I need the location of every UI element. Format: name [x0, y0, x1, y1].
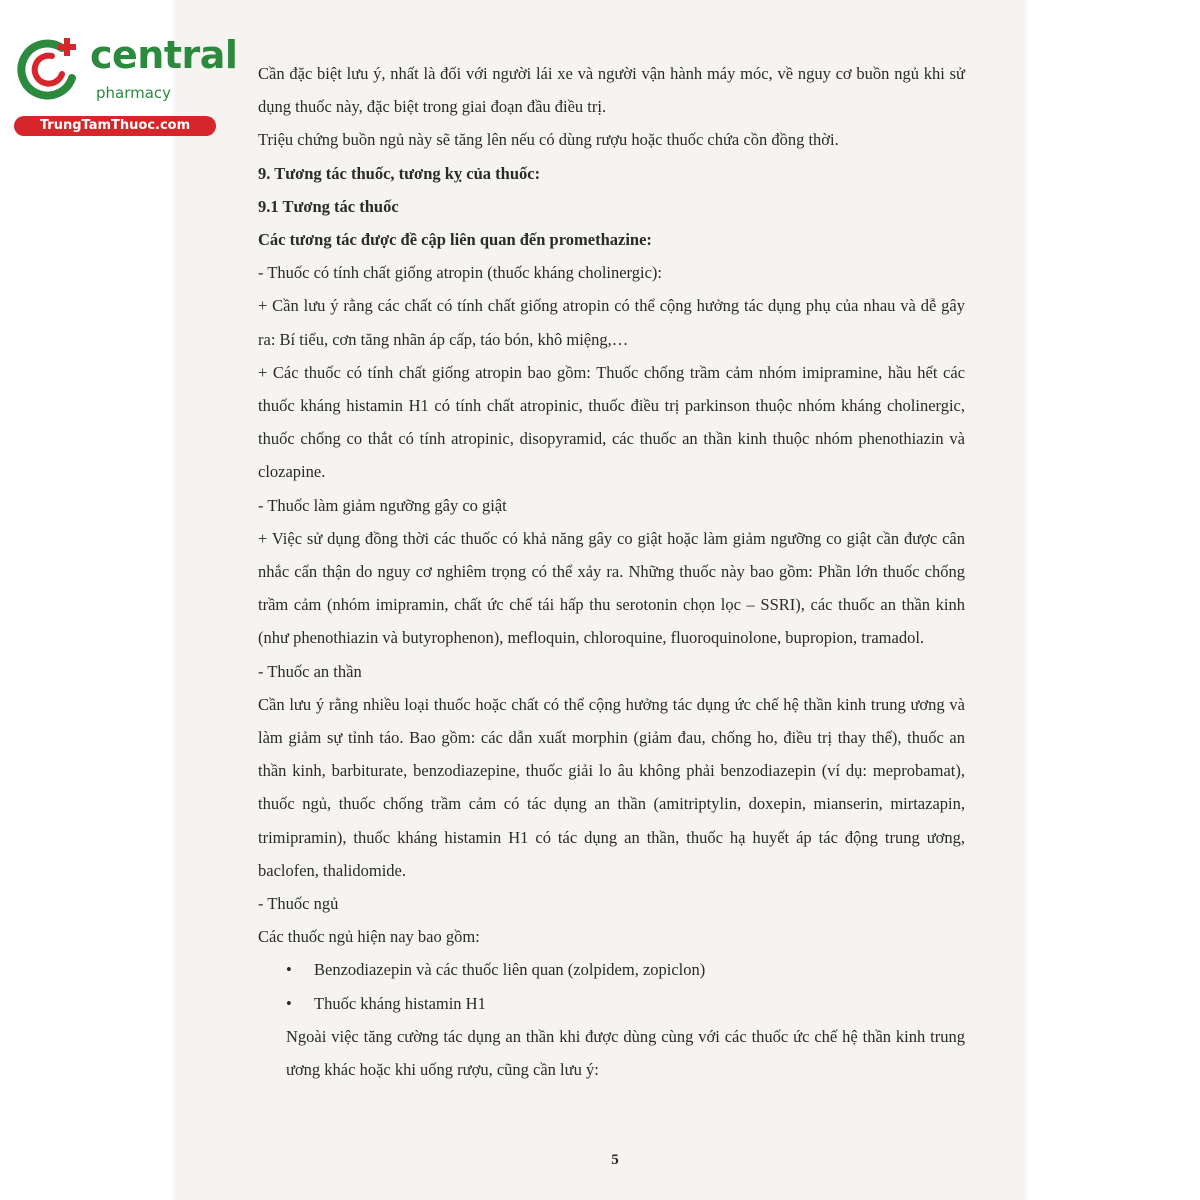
- brand-logo[interactable]: [8, 33, 238, 136]
- page-number: 5: [611, 1152, 619, 1168]
- item-hypnotics: - Thuốc ngủ: [258, 894, 339, 914]
- list-item: [286, 953, 965, 986]
- list-item-text: Thuốc kháng histamin H1: [314, 993, 486, 1013]
- paragraph-atropine-effects: + Cần lưu ý rằng các chất có tính chất giống atropin có thể cộng hưởng tác dụng phụ của nhau và dễ gây ra: Bí tiểu, cơn tăng nhãn áp cấp, táo bón, khô miệng,…: [258, 296, 965, 349]
- item-seizure-threshold: - Thuốc làm giảm ngưỡng gây co giật: [258, 495, 507, 515]
- item-sedatives: - Thuốc an thần: [258, 661, 362, 681]
- bullet-icon: •: [286, 960, 292, 980]
- paragraph-additional-note: Ngoài việc tăng cường tác dụng an thần khi được dùng cùng với các thuốc ức chế hệ thần kinh trung ương khác hoặc khi uống rượu, cũng cần lưu ý:: [286, 1026, 965, 1080]
- section-heading-9: 9. Tương tác thuốc, tương kỵ của thuốc:: [258, 163, 541, 183]
- paragraph-drowsiness-warning: Cần đặc biệt lưu ý, nhất là đối với người lái xe và người vận hành máy móc, về nguy cơ buồn ngủ khi sử dụng thuốc này, đặc biệt trong giai đoạn đầu điều trị.: [258, 64, 965, 117]
- brand-subtitle: pharmacy: [96, 84, 172, 102]
- pharmacy-logo-icon: [14, 34, 84, 104]
- brand-url[interactable]: TrungTamThuoc.com: [14, 116, 216, 136]
- paragraph-seizure-drugs: + Việc sử dụng đồng thời các thuốc có khả năng gây co giật hoặc làm giảm ngưỡng co giật cần được cân nhắc cẩn thận do nguy cơ nghiêm trọng có thể xảy ra. Những thuốc này bao gồm: Phần lớn thuốc chống trầm cảm (nhóm imipramin, chất ức chế tái hấp thu serotonin chọn lọc – SSRI), các thuốc an thần kinh (như phenothiazin và butyrophenon), mefloquin, chloroquine, fluoroquinolone, bupropion, tramadol.: [258, 528, 965, 648]
- document-body: [258, 57, 965, 1086]
- paragraph-alcohol-warning: Triệu chứng buồn ngủ này sẽ tăng lên nếu có dùng rượu hoặc thuốc chứa cồn đồng thời.: [258, 130, 839, 150]
- brand-name: central: [90, 33, 238, 77]
- bullet-icon: •: [286, 993, 292, 1013]
- subheading-promethazine: Các tương tác được đề cập liên quan đến promethazine:: [258, 230, 652, 250]
- list-item: [286, 987, 965, 1020]
- item-atropine-like: - Thuốc có tính chất giống atropin (thuốc kháng cholinergic):: [258, 263, 662, 283]
- hypnotics-list: [286, 953, 965, 1019]
- list-item-text: Benzodiazepin và các thuốc liên quan (zolpidem, zopiclon): [314, 960, 706, 980]
- paragraph-hypnotics-intro: Các thuốc ngủ hiện nay bao gồm:: [258, 927, 480, 947]
- section-heading-9-1: 9.1 Tương tác thuốc: [258, 196, 399, 216]
- paragraph-atropine-drugs: + Các thuốc có tính chất giống atropin bao gồm: Thuốc chống trầm cảm nhóm imipramine, hầu hết các thuốc kháng histamin H1 có tính chất atropinic, thuốc điều trị parkinson thuộc nhóm kháng cholinergic, thuốc chống co thắt có tính atropinic, disopyramid, các thuốc an thần kinh thuộc nhóm phenothiazin và clozapine.: [258, 362, 965, 482]
- paragraph-sedatives: Cần lưu ý rằng nhiều loại thuốc hoặc chất có thể cộng hưởng tác dụng ức chế hệ thần kinh trung ương và làm giảm sự tỉnh táo. Bao gồm: các dẫn xuất morphin (giảm đau, chống ho, điều trị thay thế), thuốc an thần kinh, barbiturate, benzodiazepine, thuốc giải lo âu không phải benzodiazepin (ví dụ: meprobamat), thuốc ngủ, thuốc chống trầm cảm có tác dụng an thần (amitriptylin, doxepin, mianserin, mirtazapin, trimipramin), thuốc kháng histamin H1 có tác dụng an thần, thuốc hạ huyết áp tác động trung ương, baclofen, thalidomide.: [258, 694, 965, 880]
